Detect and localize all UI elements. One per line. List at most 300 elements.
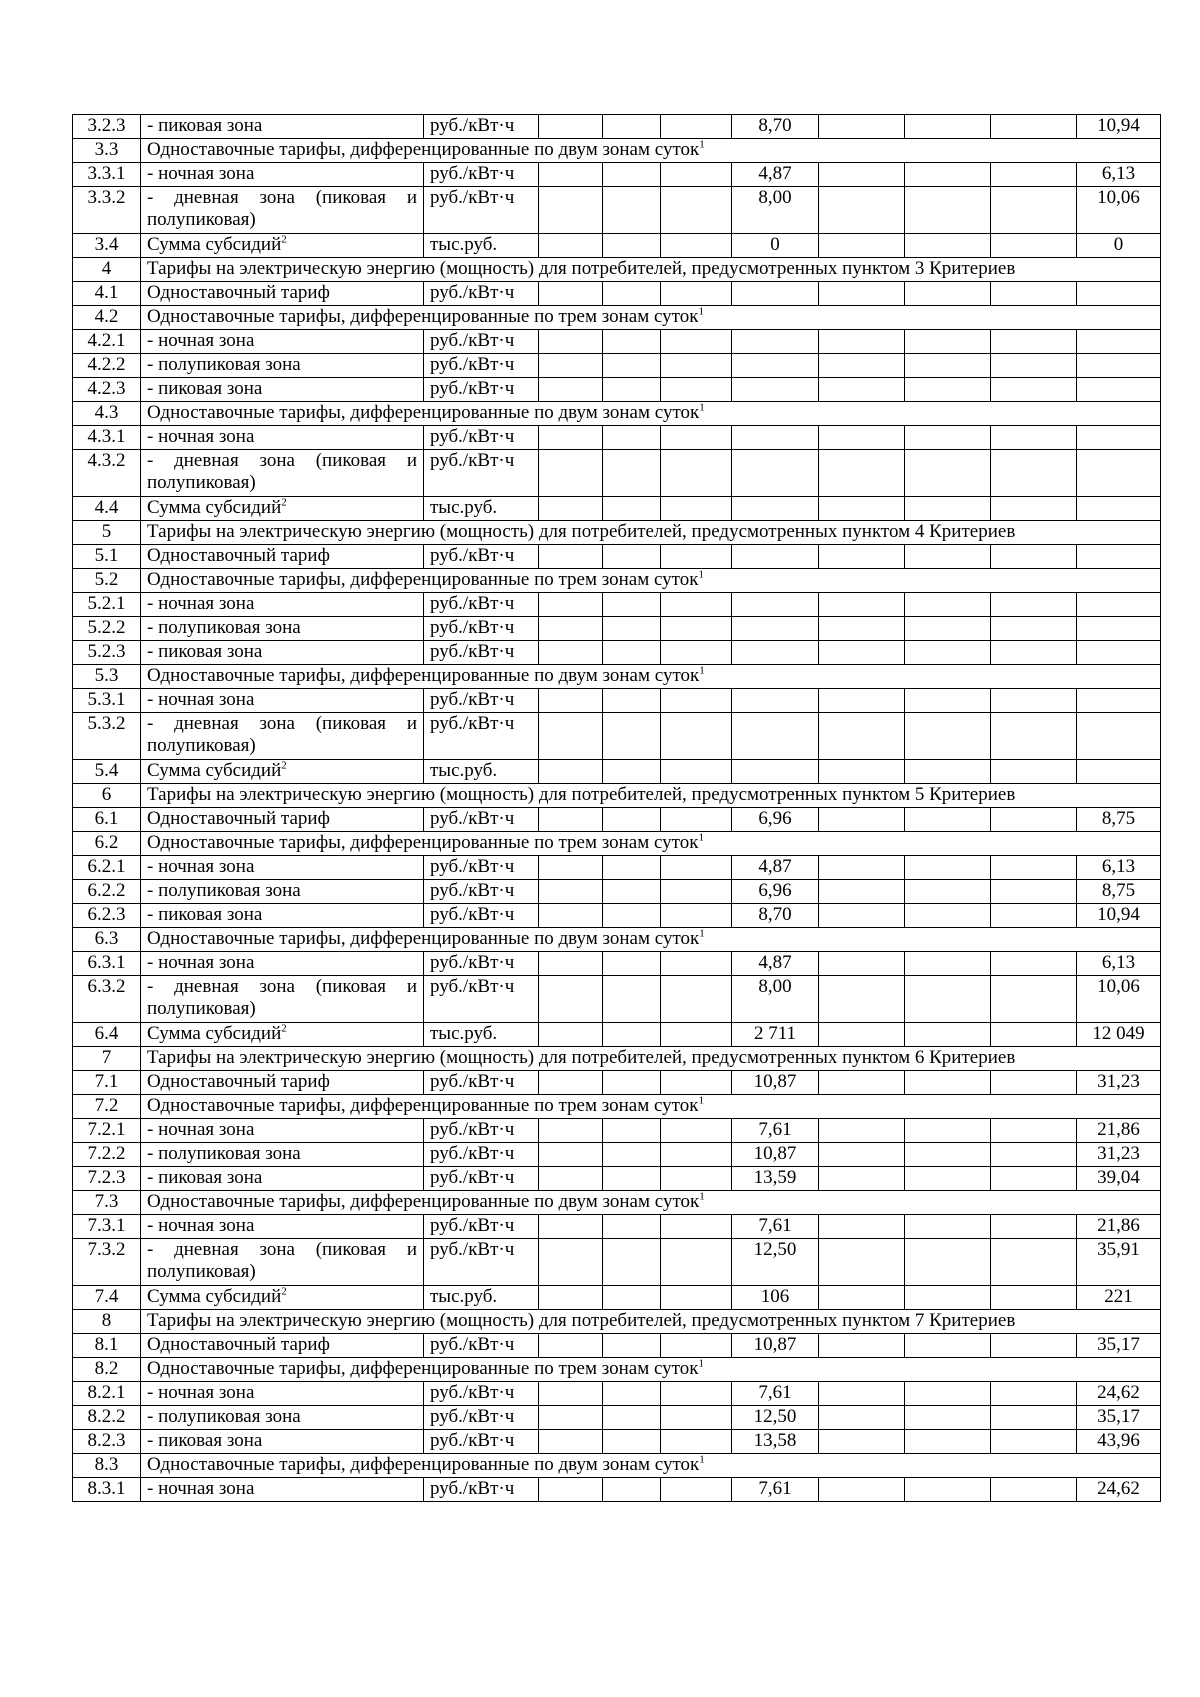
indicator-name-text: - дневная зона (пиковая и полупиковая) xyxy=(147,450,417,493)
row-number: 6.4 xyxy=(73,1023,141,1047)
indicator-name xyxy=(141,880,424,904)
value-cell-7 xyxy=(991,856,1077,880)
row-number: 6.3.2 xyxy=(73,976,141,1023)
section-row xyxy=(73,402,1161,426)
value-cell-6 xyxy=(905,1215,991,1239)
value-cell-5 xyxy=(819,808,905,832)
indicator-name-text: - ночная зона xyxy=(147,1382,255,1403)
value-cell-6 xyxy=(905,378,991,402)
value-cell-3 xyxy=(661,426,732,450)
value-cell-6 xyxy=(905,952,991,976)
value-cell-7 xyxy=(991,545,1077,569)
value-cell-7 xyxy=(991,282,1077,306)
section-title xyxy=(141,139,1161,163)
section-title-text: Одноставочные тарифы, дифференцированные по трем зонам суток xyxy=(147,306,699,327)
value-cell-2 xyxy=(603,1286,661,1310)
section-title xyxy=(141,306,1161,330)
table-row xyxy=(73,856,1161,880)
section-title xyxy=(141,1454,1161,1478)
section-title xyxy=(141,569,1161,593)
value-cell-1 xyxy=(539,593,603,617)
value-cell-8 xyxy=(1077,450,1161,497)
value-cell-7 xyxy=(991,354,1077,378)
unit-cell: руб./кВт·ч xyxy=(424,689,539,713)
indicator-name xyxy=(141,545,424,569)
unit-cell: руб./кВт·ч xyxy=(424,1239,539,1286)
value-cell-4 xyxy=(732,450,819,497)
value-cell-3 xyxy=(661,689,732,713)
row-number: 3.3.1 xyxy=(73,163,141,187)
value-cell-4: 4,87 xyxy=(732,856,819,880)
value-cell-2 xyxy=(603,1239,661,1286)
unit-cell: руб./кВт·ч xyxy=(424,354,539,378)
indicator-name-text: - ночная зона xyxy=(147,163,255,184)
table-row xyxy=(73,378,1161,402)
table-row xyxy=(73,115,1161,139)
value-cell-8: 221 xyxy=(1077,1286,1161,1310)
value-cell-8 xyxy=(1077,426,1161,450)
table-row xyxy=(73,497,1161,521)
value-cell-8: 24,62 xyxy=(1077,1478,1161,1502)
value-cell-4: 7,61 xyxy=(732,1215,819,1239)
table-row xyxy=(73,234,1161,258)
unit-cell: руб./кВт·ч xyxy=(424,1071,539,1095)
value-cell-7 xyxy=(991,234,1077,258)
section-title xyxy=(141,832,1161,856)
value-cell-3 xyxy=(661,163,732,187)
value-cell-6 xyxy=(905,1334,991,1358)
table-row xyxy=(73,1143,1161,1167)
section-title xyxy=(141,1310,1161,1334)
section-row xyxy=(73,1047,1161,1071)
value-cell-8: 8,75 xyxy=(1077,880,1161,904)
row-number: 6.3.1 xyxy=(73,952,141,976)
unit-cell: руб./кВт·ч xyxy=(424,426,539,450)
indicator-name-text: - полупиковая зона xyxy=(147,1143,301,1164)
value-cell-7 xyxy=(991,163,1077,187)
footnote-mark: 2 xyxy=(281,233,287,246)
value-cell-4: 2 711 xyxy=(732,1023,819,1047)
value-cell-4 xyxy=(732,426,819,450)
row-number: 7.2 xyxy=(73,1095,141,1119)
unit-cell: руб./кВт·ч xyxy=(424,976,539,1023)
row-number: 5 xyxy=(73,521,141,545)
value-cell-1 xyxy=(539,1286,603,1310)
value-cell-8: 6,13 xyxy=(1077,952,1161,976)
value-cell-8: 35,17 xyxy=(1077,1334,1161,1358)
unit-cell: тыс.руб. xyxy=(424,1286,539,1310)
value-cell-8: 43,96 xyxy=(1077,1430,1161,1454)
value-cell-3 xyxy=(661,713,732,760)
value-cell-7 xyxy=(991,115,1077,139)
indicator-name-text: Сумма субсидий xyxy=(147,234,282,255)
value-cell-5 xyxy=(819,426,905,450)
row-number: 8.2.1 xyxy=(73,1382,141,1406)
value-cell-2 xyxy=(603,1334,661,1358)
value-cell-2 xyxy=(603,1382,661,1406)
value-cell-6 xyxy=(905,856,991,880)
indicator-name xyxy=(141,1286,424,1310)
row-number: 5.3.2 xyxy=(73,713,141,760)
value-cell-2 xyxy=(603,1478,661,1502)
indicator-name xyxy=(141,952,424,976)
value-cell-6 xyxy=(905,282,991,306)
indicator-name xyxy=(141,426,424,450)
value-cell-5 xyxy=(819,856,905,880)
value-cell-5 xyxy=(819,1286,905,1310)
indicator-name xyxy=(141,187,424,234)
value-cell-2 xyxy=(603,904,661,928)
row-number: 7.2.3 xyxy=(73,1167,141,1191)
value-cell-7 xyxy=(991,378,1077,402)
value-cell-4 xyxy=(732,641,819,665)
value-cell-8 xyxy=(1077,760,1161,784)
value-cell-1 xyxy=(539,760,603,784)
value-cell-1 xyxy=(539,641,603,665)
value-cell-1 xyxy=(539,450,603,497)
value-cell-5 xyxy=(819,1382,905,1406)
value-cell-4: 7,61 xyxy=(732,1119,819,1143)
value-cell-2 xyxy=(603,856,661,880)
indicator-name-text: - пиковая зона xyxy=(147,378,263,399)
section-title-text: Одноставочные тарифы, дифференцированные по трем зонам суток xyxy=(147,832,699,853)
row-number: 4 xyxy=(73,258,141,282)
indicator-name-text: - пиковая зона xyxy=(147,904,263,925)
value-cell-4: 10,87 xyxy=(732,1334,819,1358)
value-cell-4: 4,87 xyxy=(732,163,819,187)
value-cell-4: 7,61 xyxy=(732,1382,819,1406)
unit-cell: руб./кВт·ч xyxy=(424,1406,539,1430)
value-cell-6 xyxy=(905,689,991,713)
value-cell-2 xyxy=(603,593,661,617)
value-cell-2 xyxy=(603,641,661,665)
table-row xyxy=(73,426,1161,450)
indicator-name-text: Одноставочный тариф xyxy=(147,808,330,829)
indicator-name-text: - ночная зона xyxy=(147,593,255,614)
indicator-name-text: Одноставочный тариф xyxy=(147,545,330,566)
section-title-text: Тарифы на электрическую энергию (мощность) для потребителей, предусмотренных пунктом 7 Критериев xyxy=(147,1310,1016,1331)
value-cell-8 xyxy=(1077,689,1161,713)
footnote-mark: 1 xyxy=(699,664,705,677)
table-row xyxy=(73,976,1161,1023)
indicator-name xyxy=(141,760,424,784)
value-cell-8: 6,13 xyxy=(1077,163,1161,187)
value-cell-2 xyxy=(603,1406,661,1430)
value-cell-4: 8,00 xyxy=(732,976,819,1023)
value-cell-1 xyxy=(539,1215,603,1239)
value-cell-5 xyxy=(819,689,905,713)
row-number: 4.1 xyxy=(73,282,141,306)
value-cell-7 xyxy=(991,641,1077,665)
table-row xyxy=(73,282,1161,306)
section-title xyxy=(141,1095,1161,1119)
value-cell-3 xyxy=(661,808,732,832)
value-cell-3 xyxy=(661,1023,732,1047)
value-cell-3 xyxy=(661,617,732,641)
value-cell-8 xyxy=(1077,617,1161,641)
row-number: 4.4 xyxy=(73,497,141,521)
footnote-mark: 2 xyxy=(281,496,287,509)
section-title-text: Одноставочные тарифы, дифференцированные по трем зонам суток xyxy=(147,1095,699,1116)
value-cell-1 xyxy=(539,378,603,402)
value-cell-2 xyxy=(603,234,661,258)
indicator-name-text: Сумма субсидий xyxy=(147,497,282,518)
footnote-mark: 1 xyxy=(698,568,704,581)
value-cell-7 xyxy=(991,1023,1077,1047)
unit-cell: руб./кВт·ч xyxy=(424,713,539,760)
value-cell-6 xyxy=(905,1143,991,1167)
value-cell-4 xyxy=(732,330,819,354)
footnote-mark: 2 xyxy=(281,1285,287,1298)
footnote-mark: 1 xyxy=(698,831,704,844)
value-cell-2 xyxy=(603,1023,661,1047)
table-row xyxy=(73,163,1161,187)
value-cell-1 xyxy=(539,330,603,354)
value-cell-6 xyxy=(905,713,991,760)
value-cell-7 xyxy=(991,1119,1077,1143)
section-row xyxy=(73,306,1161,330)
value-cell-7 xyxy=(991,760,1077,784)
value-cell-7 xyxy=(991,808,1077,832)
value-cell-1 xyxy=(539,1430,603,1454)
section-title xyxy=(141,258,1161,282)
value-cell-6 xyxy=(905,1406,991,1430)
value-cell-4: 106 xyxy=(732,1286,819,1310)
table-row xyxy=(73,760,1161,784)
row-number: 4.2.3 xyxy=(73,378,141,402)
value-cell-1 xyxy=(539,545,603,569)
row-number: 6 xyxy=(73,784,141,808)
value-cell-6 xyxy=(905,1430,991,1454)
value-cell-2 xyxy=(603,330,661,354)
value-cell-6 xyxy=(905,354,991,378)
row-number: 7.2.1 xyxy=(73,1119,141,1143)
indicator-name xyxy=(141,330,424,354)
unit-cell: руб./кВт·ч xyxy=(424,1382,539,1406)
value-cell-5 xyxy=(819,1215,905,1239)
value-cell-2 xyxy=(603,880,661,904)
indicator-name-text: Сумма субсидий xyxy=(147,1023,282,1044)
row-number: 4.3.1 xyxy=(73,426,141,450)
footnote-mark: 1 xyxy=(698,1094,704,1107)
table-row xyxy=(73,354,1161,378)
indicator-name-text: Одноставочный тариф xyxy=(147,282,330,303)
value-cell-5 xyxy=(819,1478,905,1502)
section-title-text: Одноставочные тарифы, дифференцированные по двум зонам суток xyxy=(147,665,700,686)
row-number: 4.2.2 xyxy=(73,354,141,378)
section-title-text: Тарифы на электрическую энергию (мощность) для потребителей, предусмотренных пунктом 3 Критериев xyxy=(147,258,1016,279)
indicator-name-text: - ночная зона xyxy=(147,1119,255,1140)
table-row xyxy=(73,1239,1161,1286)
indicator-name xyxy=(141,1478,424,1502)
value-cell-3 xyxy=(661,641,732,665)
value-cell-6 xyxy=(905,880,991,904)
value-cell-3 xyxy=(661,1071,732,1095)
value-cell-8: 21,86 xyxy=(1077,1119,1161,1143)
footnote-mark: 2 xyxy=(281,759,287,772)
value-cell-4: 8,70 xyxy=(732,115,819,139)
value-cell-5 xyxy=(819,234,905,258)
section-title xyxy=(141,1358,1161,1382)
value-cell-2 xyxy=(603,545,661,569)
value-cell-8 xyxy=(1077,497,1161,521)
indicator-name xyxy=(141,1071,424,1095)
table-row xyxy=(73,952,1161,976)
value-cell-6 xyxy=(905,426,991,450)
value-cell-2 xyxy=(603,976,661,1023)
value-cell-7 xyxy=(991,689,1077,713)
row-number: 8.2.2 xyxy=(73,1406,141,1430)
value-cell-5 xyxy=(819,1167,905,1191)
value-cell-7 xyxy=(991,976,1077,1023)
value-cell-2 xyxy=(603,1071,661,1095)
unit-cell: руб./кВт·ч xyxy=(424,808,539,832)
value-cell-8: 10,06 xyxy=(1077,187,1161,234)
value-cell-3 xyxy=(661,115,732,139)
section-title-text: Одноставочные тарифы, дифференцированные по двум зонам суток xyxy=(147,1191,700,1212)
value-cell-3 xyxy=(661,497,732,521)
value-cell-8: 6,13 xyxy=(1077,856,1161,880)
value-cell-6 xyxy=(905,904,991,928)
value-cell-1 xyxy=(539,234,603,258)
value-cell-8 xyxy=(1077,354,1161,378)
row-number: 4.2.1 xyxy=(73,330,141,354)
row-number: 7.3.2 xyxy=(73,1239,141,1286)
unit-cell: руб./кВт·ч xyxy=(424,641,539,665)
value-cell-3 xyxy=(661,187,732,234)
value-cell-7 xyxy=(991,426,1077,450)
row-number: 6.2 xyxy=(73,832,141,856)
indicator-name-text: - пиковая зона xyxy=(147,641,263,662)
value-cell-5 xyxy=(819,593,905,617)
value-cell-8: 8,75 xyxy=(1077,808,1161,832)
value-cell-6 xyxy=(905,593,991,617)
value-cell-8 xyxy=(1077,713,1161,760)
value-cell-2 xyxy=(603,689,661,713)
value-cell-7 xyxy=(991,713,1077,760)
row-number: 6.3 xyxy=(73,928,141,952)
value-cell-2 xyxy=(603,354,661,378)
section-title-text: Одноставочные тарифы, дифференцированные по двум зонам суток xyxy=(147,139,700,160)
row-number: 6.1 xyxy=(73,808,141,832)
table-row xyxy=(73,808,1161,832)
value-cell-1 xyxy=(539,1478,603,1502)
footnote-mark: 1 xyxy=(699,401,705,414)
row-number: 7.4 xyxy=(73,1286,141,1310)
row-number: 8.1 xyxy=(73,1334,141,1358)
row-number: 7.3.1 xyxy=(73,1215,141,1239)
value-cell-6 xyxy=(905,1286,991,1310)
value-cell-2 xyxy=(603,760,661,784)
table-row xyxy=(73,330,1161,354)
value-cell-5 xyxy=(819,760,905,784)
indicator-name xyxy=(141,1167,424,1191)
indicator-name xyxy=(141,713,424,760)
section-title-text: Тарифы на электрическую энергию (мощность) для потребителей, предусмотренных пунктом 4 Критериев xyxy=(147,521,1016,542)
section-title xyxy=(141,402,1161,426)
value-cell-6 xyxy=(905,1478,991,1502)
indicator-name xyxy=(141,1215,424,1239)
row-number: 6.2.2 xyxy=(73,880,141,904)
value-cell-7 xyxy=(991,1406,1077,1430)
value-cell-7 xyxy=(991,330,1077,354)
unit-cell: руб./кВт·ч xyxy=(424,593,539,617)
section-row xyxy=(73,665,1161,689)
value-cell-6 xyxy=(905,187,991,234)
section-title-text: Тарифы на электрическую энергию (мощность) для потребителей, предусмотренных пунктом 6 Критериев xyxy=(147,1047,1016,1068)
value-cell-3 xyxy=(661,593,732,617)
indicator-name-text: - ночная зона xyxy=(147,689,255,710)
indicator-name xyxy=(141,354,424,378)
value-cell-1 xyxy=(539,282,603,306)
indicator-name xyxy=(141,808,424,832)
value-cell-4: 7,61 xyxy=(732,1478,819,1502)
value-cell-6 xyxy=(905,163,991,187)
value-cell-1 xyxy=(539,1334,603,1358)
value-cell-1 xyxy=(539,426,603,450)
value-cell-1 xyxy=(539,952,603,976)
value-cell-5 xyxy=(819,1071,905,1095)
section-row xyxy=(73,1358,1161,1382)
value-cell-8: 35,17 xyxy=(1077,1406,1161,1430)
value-cell-8 xyxy=(1077,282,1161,306)
value-cell-1 xyxy=(539,1023,603,1047)
indicator-name xyxy=(141,234,424,258)
unit-cell: руб./кВт·ч xyxy=(424,187,539,234)
indicator-name-text: - полупиковая зона xyxy=(147,1406,301,1427)
value-cell-1 xyxy=(539,497,603,521)
unit-cell: тыс.руб. xyxy=(424,1023,539,1047)
value-cell-1 xyxy=(539,976,603,1023)
value-cell-3 xyxy=(661,952,732,976)
value-cell-7 xyxy=(991,880,1077,904)
value-cell-7 xyxy=(991,1167,1077,1191)
indicator-name xyxy=(141,450,424,497)
value-cell-4 xyxy=(732,617,819,641)
value-cell-5 xyxy=(819,545,905,569)
row-number: 6.2.1 xyxy=(73,856,141,880)
value-cell-5 xyxy=(819,187,905,234)
value-cell-4: 8,00 xyxy=(732,187,819,234)
value-cell-6 xyxy=(905,617,991,641)
document-page xyxy=(72,114,1160,1502)
value-cell-4: 0 xyxy=(732,234,819,258)
value-cell-1 xyxy=(539,1406,603,1430)
value-cell-6 xyxy=(905,808,991,832)
row-number: 5.3 xyxy=(73,665,141,689)
value-cell-7 xyxy=(991,1239,1077,1286)
value-cell-5 xyxy=(819,641,905,665)
table-row xyxy=(73,713,1161,760)
indicator-name xyxy=(141,115,424,139)
value-cell-5 xyxy=(819,450,905,497)
section-title xyxy=(141,928,1161,952)
value-cell-8 xyxy=(1077,593,1161,617)
indicator-name xyxy=(141,1239,424,1286)
table-row xyxy=(73,1119,1161,1143)
value-cell-5 xyxy=(819,880,905,904)
value-cell-2 xyxy=(603,1215,661,1239)
indicator-name xyxy=(141,1382,424,1406)
table-row xyxy=(73,904,1161,928)
indicator-name xyxy=(141,1119,424,1143)
value-cell-5 xyxy=(819,330,905,354)
value-cell-5 xyxy=(819,1334,905,1358)
unit-cell: руб./кВт·ч xyxy=(424,330,539,354)
table-row xyxy=(73,1071,1161,1095)
value-cell-2 xyxy=(603,187,661,234)
table-row xyxy=(73,641,1161,665)
